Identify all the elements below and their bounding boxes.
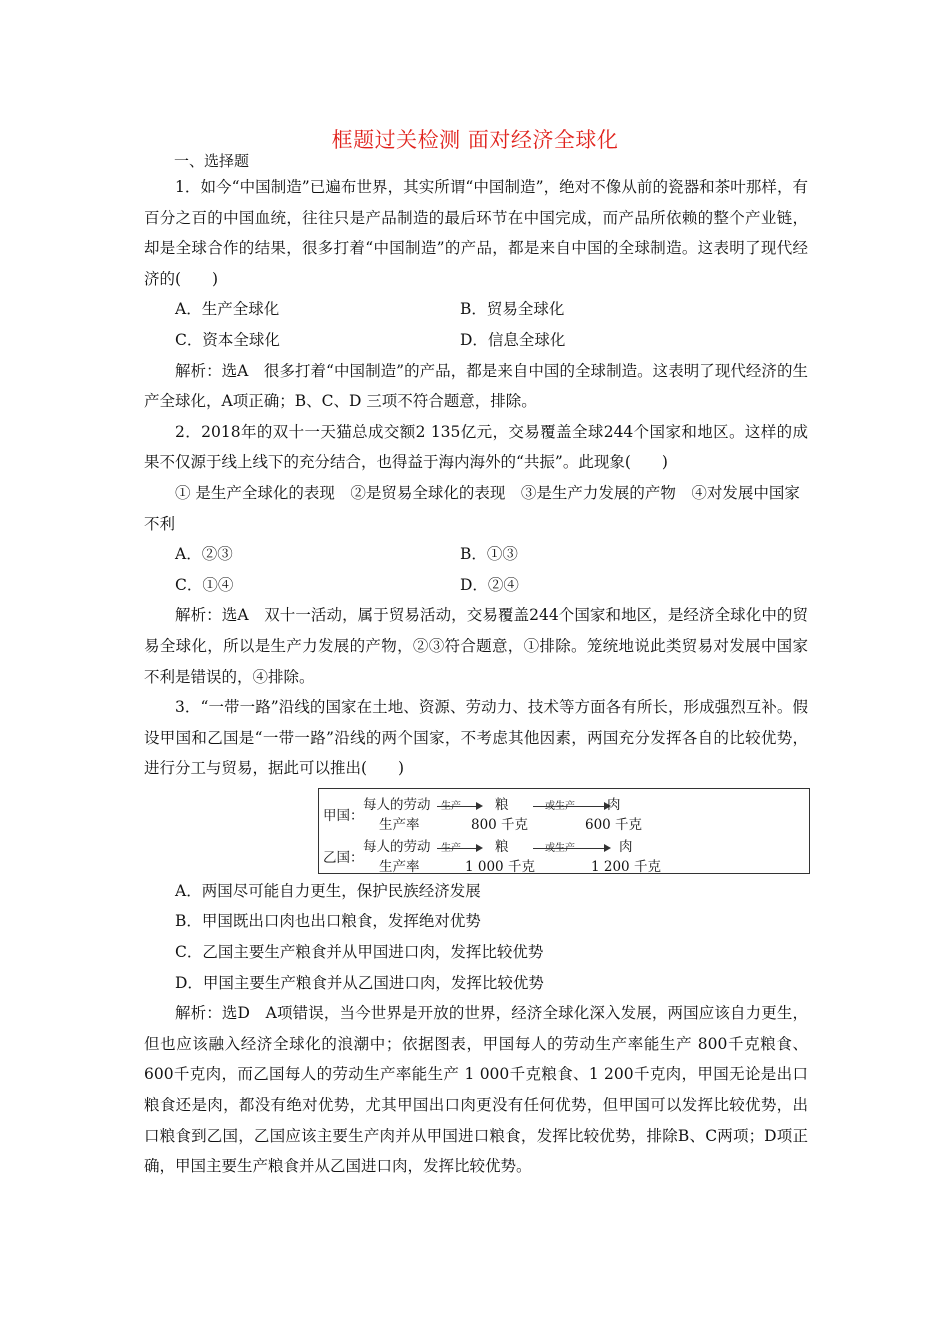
figure-product: 肉 — [607, 796, 621, 813]
q2-stem: 2．2018年的双十一天猫总成交额2 135亿元，交易覆盖全球244个国家和地区。这样的成果不仅源于线上线下的充分结合，也得益于海内海外的“共振”。此现象( ) — [144, 422, 808, 472]
q1-option-a: A．生产全球化 — [175, 300, 280, 319]
q2-statements: ① 是生产全球化的表现 ②是贸易全球化的表现 ③是生产力发展的产物 ④对发展中国家不利 — [144, 483, 800, 533]
q3-productivity-figure — [318, 788, 810, 874]
q2-options-row-2 — [144, 570, 808, 601]
q1-option-b: B．贸易全球化 — [460, 300, 565, 319]
q3-figure-container — [144, 784, 808, 876]
q2-options-row-1 — [144, 539, 808, 570]
figure-amount: 800 千克 — [471, 816, 529, 833]
q2-analysis: 解析：选A 双十一活动，属于贸易活动，交易覆盖244个国家和地区，是经济全球化中的贸易全球化，所以是生产力发展的产物，②③符合题意，①排除。笼统地说此类贸易对发展中国家不利是错误的，④排除。 — [144, 606, 808, 686]
arrow-right-icon — [437, 806, 481, 807]
q1-stem: 1．如今“中国制造”已遍布世界，其实所谓“中国制造”，绝对不像从前的瓷器和茶叶那样，有百分之百的中国血统，往往只是产品制造的最后环节在中国完成，而产品所依赖的整个产业链，却是全球合作的结果，很多打着“中国制造”的产品，都是来自中国的全球制造。这表明了现代经济的( ) — [144, 178, 808, 288]
figure-product: 粮 — [495, 796, 509, 813]
figure-arrow-label: 或生产 — [545, 842, 575, 854]
section-heading: 一、选择题 — [174, 152, 250, 170]
arrow-right-icon — [533, 848, 609, 849]
figure-row-yi — [319, 831, 809, 873]
figure-productivity-label: 每人的劳动 — [363, 796, 431, 813]
figure-arrow-label: 生产 — [441, 800, 461, 812]
figure-amount: 1 000 千克 — [465, 858, 535, 875]
arrow-right-icon — [437, 848, 481, 849]
q1-analysis: 解析：选A 很多打着“中国制造”的产品，都是来自中国的全球制造。这表明了现代经济的生产全球化，A项正确；B、C、D 三项不符合题意，排除。 — [144, 361, 808, 411]
q3-option-a: A．两国尽可能自力更生，保护民族经济发展 — [175, 881, 481, 900]
q2-option-d: D．②④ — [460, 575, 519, 594]
q3-option-c: C．乙国主要生产粮食并从甲国进口肉，发挥比较优势 — [175, 943, 544, 962]
figure-row-jia — [319, 789, 809, 831]
figure-country-label: 乙国： — [323, 849, 364, 866]
figure-productivity-label-2: 生产率 — [379, 858, 420, 875]
q3-option-d: D．甲国主要生产粮食并从乙国进口肉，发挥比较优势 — [175, 973, 544, 992]
figure-productivity-label: 每人的劳动 — [363, 838, 431, 855]
figure-amount: 600 千克 — [585, 816, 643, 833]
q1-options-row-2 — [144, 325, 808, 356]
q3-analysis: 解析：选D A项错误，当今世界是开放的世界，经济全球化深入发展，两国应该自力更生，但也应该融入经济全球化的浪潮中；依据图表，甲国每人的劳动生产率能生产 800千克粮食、600千克肉，而乙国每人的劳动生产率能生产 1 000千克粮食、1 200千克肉，甲国无论是出口粮食还是肉，都没有绝对优势，尤其甲国出口肉更没有任何优势，但甲国可以发挥比较优势，出口粮食到乙国，乙国应该主要生产肉并从甲国进口粮食，发挥比较优势，排除B、C两项；D项正确，甲国主要生产粮食并从乙国进口肉，发挥比较优势。 — [144, 1004, 808, 1176]
figure-product: 粮 — [495, 838, 509, 855]
q1-option-d: D．信息全球化 — [460, 330, 566, 349]
figure-arrow-label: 或生产 — [545, 800, 575, 812]
q3-option-b: B．甲国既出口肉也出口粮食，发挥绝对优势 — [175, 912, 481, 931]
arrow-right-icon — [533, 806, 609, 807]
page-title: 框题过关检测 面对经济全球化 — [331, 128, 619, 152]
figure-productivity-label-2: 生产率 — [379, 816, 420, 833]
q1-option-c: C．资本全球化 — [175, 330, 280, 349]
q2-option-b: B．①③ — [460, 545, 518, 564]
document-body — [144, 172, 808, 1182]
figure-country-label: 甲国： — [323, 807, 364, 824]
q2-option-a: A．②③ — [175, 545, 233, 564]
q1-options-row-1 — [144, 294, 808, 325]
figure-product: 肉 — [619, 838, 633, 855]
figure-arrow-label: 生产 — [441, 842, 461, 854]
q3-stem: 3．“一带一路”沿线的国家在土地、资源、劳动力、技术等方面各有所长，形成强烈互补。假设甲国和乙国是“一带一路”沿线的两个国家，不考虑其他因素，两国充分发挥各自的比较优势，进行分工与贸易，据此可以推出( ) — [144, 698, 808, 778]
figure-amount: 1 200 千克 — [591, 858, 661, 875]
q2-option-c: C．①④ — [175, 575, 234, 594]
